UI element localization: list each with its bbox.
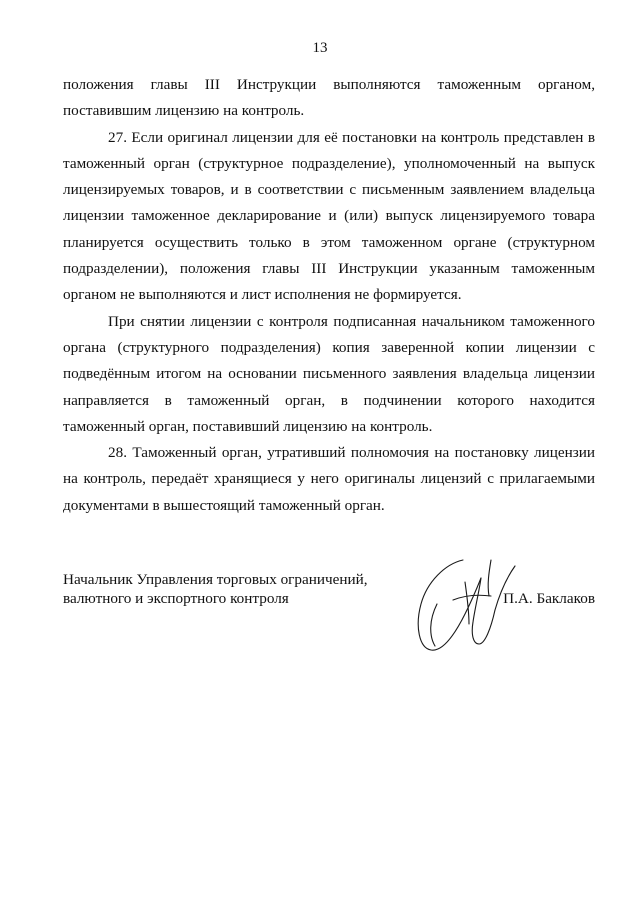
paragraph-27: 27. Если оригинал лицензии для её постановки на контроль представлен в таможенный орган (структурное подразделение), уполномоченный на выпуск лицензируемых товаров, и в соответствии с письменным заявлением владельца лицензии таможенное декларирование и (или) выпуск лицензируемого товара планируется осуществить только в этом таможенном органе (структурном подразделении), положения главы III Инструкции указанным таможенным органом не выполняются и лист исполнения не формируется.: [63, 128, 595, 304]
signatory-title: [63, 570, 368, 608]
paragraph-28: 28. Таможенный орган, утративший полномочия на постановку лицензии на контроль, передаёт хранящиеся у него оригиналы лицензий с прилагаемыми документами в вышестоящий таможенный орган.: [63, 444, 595, 514]
document-body: [63, 72, 595, 519]
paragraph-license-removal: При снятии лицензии с контроля подписанная начальником таможенного органа (структурного подразделения) копия заверенной копии лицензии с подведённым итогом на основании письменного заявления владельца лицензии направляется в таможенный орган, в подчинении которого находится таможенный орган, поставивший лицензию на контроль.: [63, 312, 595, 435]
signatory-title-line-2: валютного и экспортного контроля: [63, 590, 289, 607]
page-number: 13: [312, 40, 328, 56]
signatory-name: П.А. Баклаков: [503, 590, 595, 607]
paragraph-continuation: положения главы III Инструкции выполняются таможенным органом, поставившим лицензию на контроль.: [63, 76, 595, 120]
signatory-title-line-1: Начальник Управления торговых ограничений,: [63, 571, 368, 588]
signature-block: [63, 570, 595, 680]
